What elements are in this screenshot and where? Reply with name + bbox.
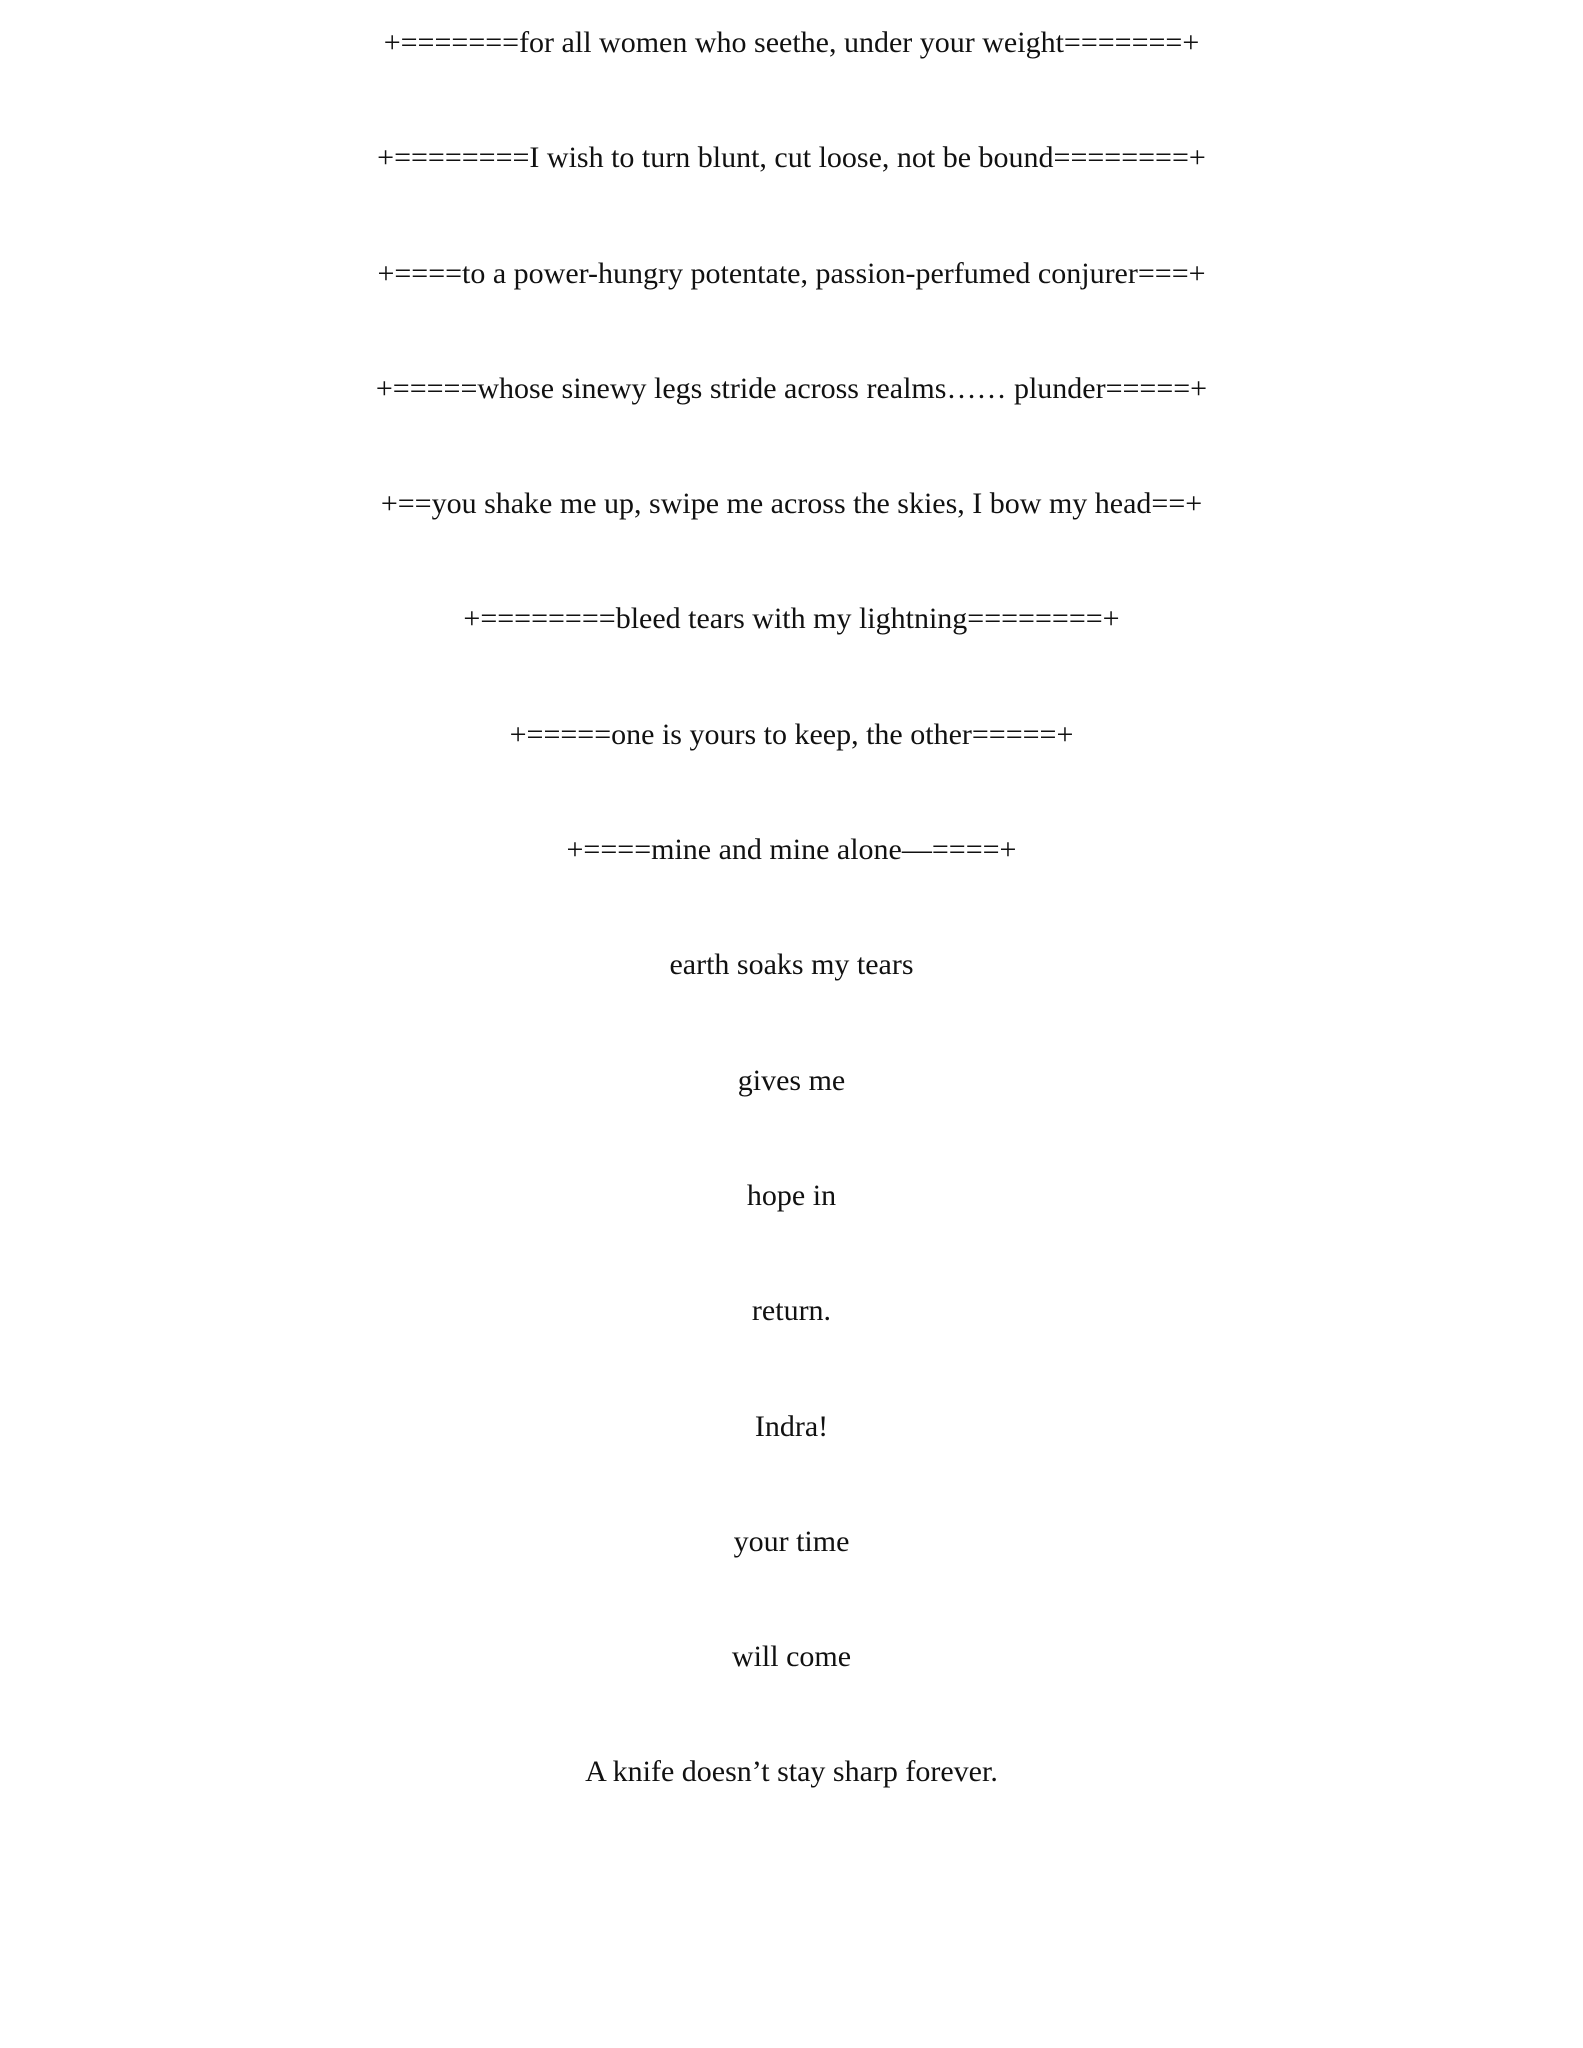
poem-line: return. [751,1294,832,1328]
poem-line: hope in [746,1178,837,1212]
poem-line: +====to a power-hungry potentate, passion-perfumed conjurer===+ [377,256,1206,290]
poem-line: will come [731,1640,852,1674]
poem-line: your time [733,1524,850,1558]
poem-line: +=====whose sinewy legs stride across realms…… plunder=====+ [375,371,1208,405]
poem-line: +=======for all women who seethe, under your weight=======+ [383,26,1200,59]
poem-line: A knife doesn’t stay sharp forever. [585,1755,998,1789]
poem-line: +=====one is yours to keep, the other=====+ [509,717,1074,751]
poem-line: Indra! [754,1409,829,1443]
poem-line: gives me [737,1063,846,1097]
poem-line: earth soaks my tears [669,948,914,982]
poem-line: +========I wish to turn blunt, cut loose, not be bound========+ [377,141,1206,175]
poem-line: +====mine and mine alone—====+ [566,833,1017,867]
poem-line: +==you shake me up, swipe me across the skies, I bow my head==+ [380,487,1203,521]
poem-line: +========bleed tears with my lightning========+ [463,602,1120,636]
poem-text [0,4,1583,1849]
